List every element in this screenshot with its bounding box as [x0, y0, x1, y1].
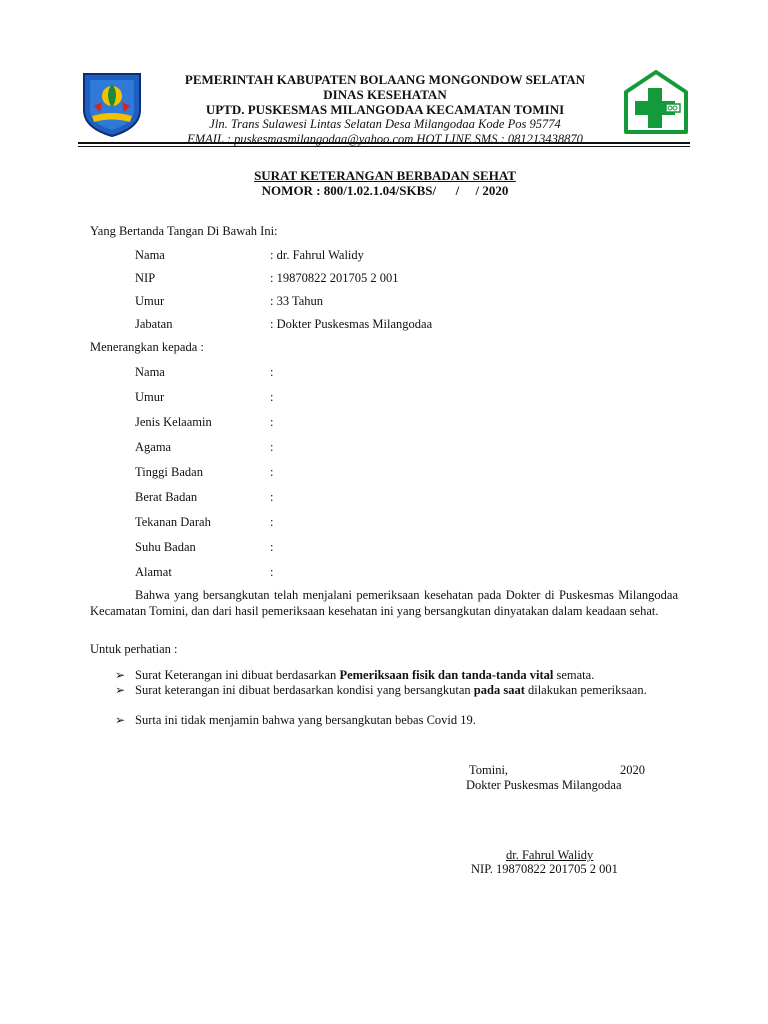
signer-label-nama: Nama [135, 248, 165, 262]
patient-value-suhu-badan: : [270, 540, 274, 554]
patient-value-umur: : [270, 390, 274, 404]
signer-value-jabatan: : Dokter Puskesmas Milangodaa [270, 317, 433, 331]
signature-place: Tomini, [469, 763, 509, 777]
patient-value-tinggi-badan: : [270, 465, 274, 479]
note-1-tail: semata. [553, 668, 595, 682]
statement-text: Bahwa yang bersangkutan telah menjalani pemeriksaan kesehatan pada Dokter di Puskesmas Milangodaa Kecamatan Tomini, dan dari hasil pemeriksaan kesehatan ini yang bersangkutan dinyatakan dalam keadaan sehat. [90, 588, 678, 618]
signature-year: 2020 [620, 763, 645, 777]
letterhead-contact: EMAIL : puskesmasmilangodaa@yahoo.com HOT LINE SMS : 081213438870 [187, 132, 583, 146]
signer-label-umur: Umur [135, 294, 165, 308]
document-title [150, 168, 620, 184]
note-2-text: Surat keterangan ini dibuat berdasarkan kondisi yang bersangkutan [135, 683, 474, 697]
patient-label-umur: Umur [135, 390, 165, 404]
letterhead-divider-thick [78, 142, 690, 144]
patient-label-nama: Nama [135, 365, 165, 379]
arrow-bullet-icon: ➢ [115, 713, 126, 727]
note-item-1 [135, 668, 678, 683]
letterhead-uptd: UPTD. PUSKESMAS MILANGODAA KECAMATAN TOMINI [205, 102, 565, 117]
patient-value-jenis-kelamin: : [270, 415, 274, 429]
patient-value-tekanan-darah: : [270, 515, 274, 529]
signer-value-umur: : 33 Tahun [270, 294, 324, 308]
note-2-bold: pada saat [473, 683, 525, 697]
patient-value-nama: : [270, 365, 274, 379]
patient-label-tinggi-badan: Tinggi Badan [135, 465, 203, 479]
letterhead-divider-thin [78, 146, 690, 147]
document-number: NOMOR : 800/1.02.1.04/SKBS/ / / 2020 [261, 183, 509, 198]
patient-intro: Menerangkan kepada : [90, 340, 204, 354]
note-1-bold: Pemeriksaan fisik dan tanda-tanda vital [339, 668, 554, 682]
patient-value-agama: : [270, 440, 274, 454]
statement-paragraph [90, 587, 678, 619]
letterhead-department: DINAS KESEHATAN [323, 87, 447, 102]
letterhead-address: Jln. Trans Sulawesi Lintas Selatan Desa Milangodaa Kode Pos 95774 [209, 117, 561, 131]
signer-value-nama: : dr. Fahrul Walidy [270, 248, 364, 262]
signer-intro: Yang Bertanda Tangan Di Bawah Ini: [90, 224, 278, 238]
letterhead-government: PEMERINTAH KABUPATEN BOLAANG MONGONDOW SELATAN [184, 72, 586, 87]
patient-label-tekanan-darah: Tekanan Darah [135, 515, 211, 529]
patient-value-alamat: : [270, 565, 274, 579]
signature-nip: NIP. 19870822 201705 2 001 [471, 862, 618, 876]
signer-label-jabatan: Jabatan [135, 317, 173, 331]
signer-label-nip: NIP [135, 271, 156, 285]
patient-value-berat-badan: : [270, 490, 274, 504]
note-item-2 [135, 683, 678, 698]
regency-emblem-icon [78, 70, 146, 138]
arrow-bullet-icon: ➢ [115, 683, 126, 697]
signer-value-nip: : 19870822 201705 2 001 [270, 271, 399, 285]
patient-label-berat-badan: Berat Badan [135, 490, 198, 504]
signature-name: dr. Fahrul Walidy [506, 848, 594, 862]
note-2-tail: dilakukan pemeriksaan. [524, 683, 647, 697]
patient-label-suhu-badan: Suhu Badan [135, 540, 196, 554]
signature-position: Dokter Puskesmas Milangodaa [466, 778, 622, 792]
note-1-text: Surat Keterangan ini dibuat berdasarkan [135, 668, 340, 682]
puskesmas-logo-icon [624, 70, 688, 136]
letterhead [150, 72, 620, 147]
notes-intro: Untuk perhatian : [90, 642, 178, 656]
note-item-3: Surta ini tidak menjamin bahwa yang bersangkutan bebas Covid 19. [135, 713, 476, 727]
patient-label-alamat: Alamat [135, 565, 172, 579]
arrow-bullet-icon: ➢ [115, 668, 126, 682]
patient-label-agama: Agama [135, 440, 172, 454]
document-title-text: SURAT KETERANGAN BERBADAN SEHAT [254, 168, 516, 183]
patient-label-jenis-kelamin: Jenis Kelaamin [135, 415, 212, 429]
